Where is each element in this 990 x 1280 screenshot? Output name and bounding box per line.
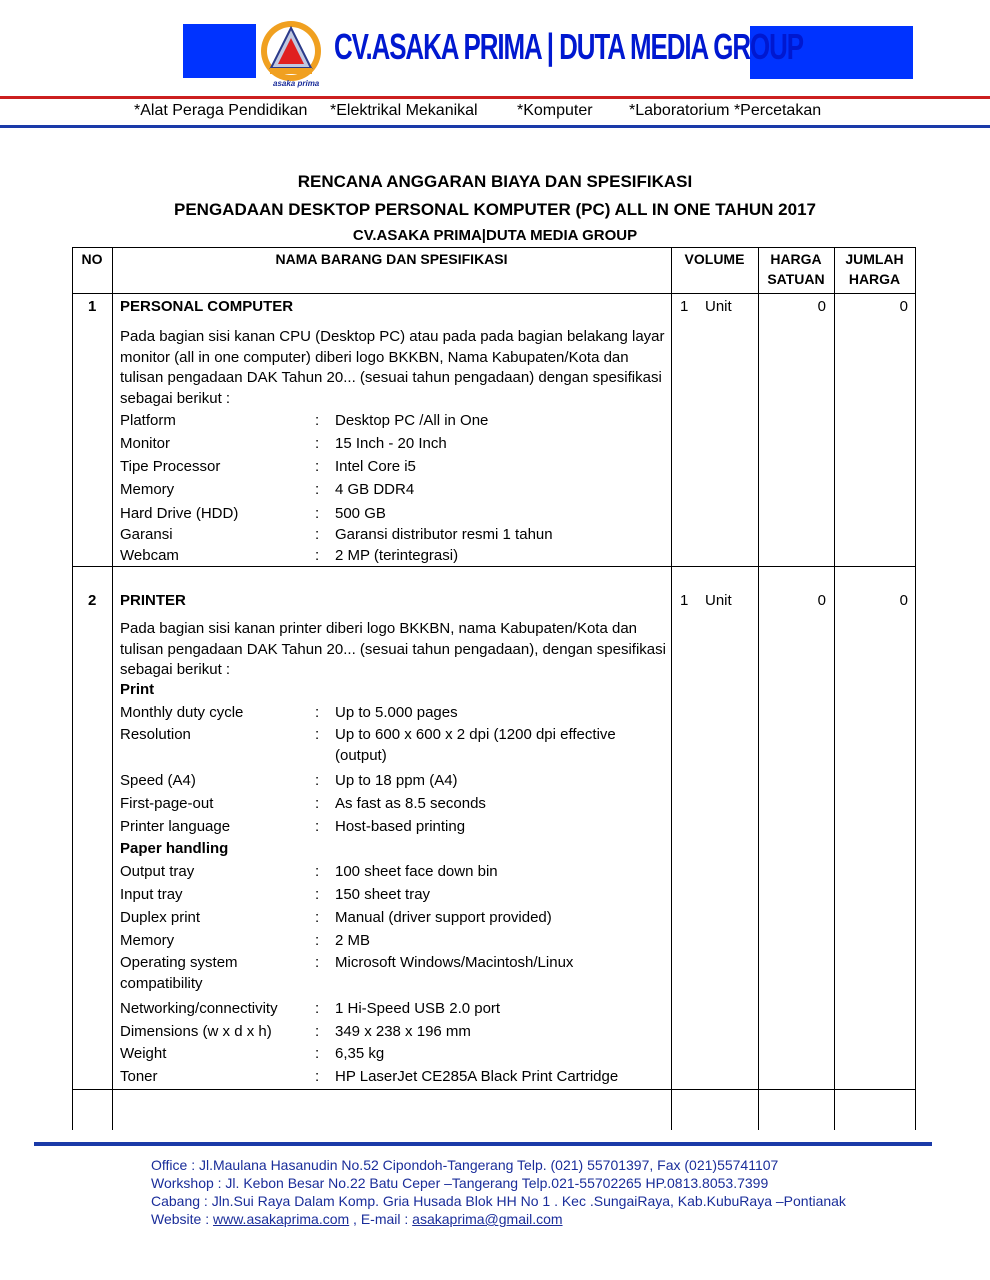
item1-name: PERSONAL COMPUTER (120, 298, 294, 315)
header-harga: HARGA (770, 251, 822, 267)
spec-value: 2 MP (terintegrasi) (335, 547, 459, 564)
spec-colon: : (315, 1045, 320, 1062)
spec-colon: : (315, 772, 320, 789)
tagline-alat-peraga: *Alat Peraga Pendidikan (134, 102, 308, 119)
spec-label: Toner (120, 1068, 158, 1085)
item2-name: PRINTER (120, 592, 186, 609)
spec-value: 500 GB (335, 505, 386, 522)
spec-label: Tipe Processor (120, 458, 221, 475)
spec-label: Input tray (120, 886, 183, 903)
header-jumlah-harga: HARGA (848, 271, 901, 287)
spec-label: Webcam (120, 547, 179, 564)
spec-value: Up to 600 x 600 x 2 dpi (1200 dpi effective (335, 726, 616, 743)
spec-colon: : (315, 909, 320, 926)
spec-label: Monitor (120, 435, 171, 452)
table-col-line-no (112, 247, 113, 1130)
table-col-line-right (915, 247, 916, 1130)
spec-label: Output tray (120, 863, 195, 880)
spec-value: Up to 5.000 pages (335, 704, 458, 721)
spec-colon: : (315, 932, 320, 949)
header-satuan: SATUAN (767, 271, 825, 287)
spec-value: 150 sheet tray (335, 886, 431, 903)
spec-colon: : (315, 435, 320, 452)
spec-value: Manual (driver support provided) (335, 909, 552, 926)
item2-no: 2 (88, 592, 97, 609)
document-title-line1: RENCANA ANGGARAN BIAYA DAN SPESIFIKASI (297, 172, 693, 191)
header-red-line (0, 96, 990, 99)
section-heading-paper-handling: Paper handling (120, 840, 229, 857)
spec-label: Operating system (120, 954, 238, 971)
spec-value: HP LaserJet CE285A Black Print Cartridge (335, 1068, 619, 1085)
spec-colon: : (315, 458, 320, 475)
spec-value: As fast as 8.5 seconds (335, 795, 486, 812)
footer-office: Office : Jl.Maulana Hasanudin No.52 Cipondoh-Tangerang Telp. (021) 55701397, Fax (021)55741107 (151, 1157, 779, 1173)
spec-label: Resolution (120, 726, 191, 743)
spec-colon: : (315, 704, 320, 721)
spec-value: 6,35 kg (335, 1045, 385, 1062)
footer-contact (151, 1210, 563, 1228)
table-col-line-harga (834, 247, 835, 1130)
header-blue-block-left (183, 24, 256, 78)
table-row1-bottom (72, 566, 916, 567)
spec-label: Memory (120, 481, 175, 498)
item1-qty: 1 (680, 298, 689, 315)
spec-colon: : (315, 412, 320, 429)
spec-label: First-page-out (120, 795, 214, 812)
spec-value: 1 Hi-Speed USB 2.0 port (335, 1000, 501, 1017)
spec-colon: : (315, 526, 320, 543)
header-jumlah: JUMLAH (845, 251, 904, 267)
footer-website-link[interactable]: www.asakaprima.com (213, 1211, 350, 1227)
spec-colon: : (315, 1000, 320, 1017)
spec-colon: : (315, 886, 320, 903)
spec-value: Host-based printing (335, 818, 466, 835)
spec-label: Hard Drive (HDD) (120, 505, 239, 522)
item1-jumlah: 0 (899, 298, 908, 315)
header-no: NO (81, 251, 103, 267)
section-heading-print: Print (120, 681, 155, 698)
spec-colon: : (315, 954, 320, 971)
spec-label: Networking/connectivity (120, 1000, 278, 1017)
footer-divider (34, 1142, 932, 1146)
item1-description: Pada bagian sisi kanan CPU (Desktop PC) atau pada pada bagian belakang layar monitor (all in one computer) diberi logo BKKBN, Nama Kabupaten/Kota dan tulisan pengadaan DAK Tahun 20... (sesuai tahun pengadaan) dengan spesifikasi sebagai berikut : (120, 328, 665, 407)
item1-harga: 0 (817, 298, 826, 315)
tagline-elektrikal: *Elektrikal Mekanikal (330, 102, 478, 119)
header-blue-line (0, 125, 990, 128)
spec-value: Desktop PC /All in One (335, 412, 489, 429)
spec-label: Speed (A4) (120, 772, 196, 789)
table-col-line-nama (671, 247, 672, 1130)
spec-label-continued: compatibility (120, 975, 203, 992)
item1-no: 1 (88, 298, 97, 315)
spec-colon: : (315, 1023, 320, 1040)
header-nama: NAMA BARANG DAN SPESIFIKASI (275, 251, 508, 267)
company-brand-name: CV.ASAKA PRIMA | DUTA MEDIA GROUP (334, 26, 803, 67)
spec-value: Microsoft Windows/Macintosh/Linux (335, 954, 574, 971)
footer-email-label: , E-mail : (349, 1211, 413, 1227)
item2-harga: 0 (817, 592, 826, 609)
spec-label: Monthly duty cycle (120, 704, 244, 721)
table-header-bottom (72, 293, 916, 294)
header-volume: VOLUME (684, 251, 745, 267)
table-col-line-left (72, 247, 73, 1130)
document-title-company: CV.ASAKA PRIMA|DUTA MEDIA GROUP (352, 227, 638, 244)
spec-colon: : (315, 795, 320, 812)
logo-caption: asaka prima (273, 79, 320, 88)
spec-label: Garansi (120, 526, 173, 543)
spec-value: Garansi distributor resmi 1 tahun (335, 526, 553, 543)
footer-workshop: Workshop : Jl. Kebon Besar No.22 Batu Ceper –Tangerang Telp.021-55702265 HP.0813.8053.7399 (151, 1175, 769, 1191)
item2-description: Pada bagian sisi kanan printer diberi logo BKKBN, nama Kabupaten/Kota dan tulisan pengadaan DAK Tahun 20... (sesuai tahun pengadaan), dengan spesifikasi sebagai berikut : (120, 620, 666, 678)
table-border-top (72, 247, 916, 248)
item1-unit: Unit (705, 298, 732, 315)
spec-label: Printer language (120, 818, 231, 835)
spec-colon: : (315, 505, 320, 522)
spec-value: 15 Inch - 20 Inch (335, 435, 447, 452)
footer-website-label: Website : (151, 1211, 213, 1227)
spec-colon: : (315, 818, 320, 835)
spec-label: Duplex print (120, 909, 201, 926)
spec-value: Intel Core i5 (335, 458, 416, 475)
item2-unit: Unit (705, 592, 732, 609)
spec-colon: : (315, 481, 320, 498)
spec-colon: : (315, 863, 320, 880)
spec-label: Memory (120, 932, 175, 949)
item2-qty: 1 (680, 592, 689, 609)
spec-value-continued: (output) (335, 747, 387, 764)
tagline-komputer: *Komputer (517, 102, 593, 119)
spec-label: Platform (120, 412, 176, 429)
spec-value: 100 sheet face down bin (335, 863, 498, 880)
spec-label: Dimensions (w x d x h) (120, 1023, 272, 1040)
spec-colon: : (315, 547, 320, 564)
tagline-laboratorium: *Laboratorium *Percetakan (629, 102, 822, 119)
footer-email-link[interactable]: asakaprima@gmail.com (412, 1211, 563, 1227)
spec-colon: : (315, 1068, 320, 1085)
spec-value: 2 MB (335, 932, 371, 949)
spec-colon: : (315, 726, 320, 743)
spec-value: Up to 18 ppm (A4) (335, 772, 458, 789)
table-col-line-volume (758, 247, 759, 1130)
spec-value: 4 GB DDR4 (335, 481, 415, 498)
footer-cabang: Cabang : Jln.Sui Raya Dalam Komp. Gria Husada Blok HH No 1 . Kec .SungaiRaya, Kab.KubuRaya –Pontianak (151, 1193, 846, 1209)
item2-jumlah: 0 (899, 592, 908, 609)
spec-label: Weight (120, 1045, 167, 1062)
table-row2-bottom (72, 1089, 916, 1090)
spec-value: 349 x 238 x 196 mm (335, 1023, 471, 1040)
document-title-line2: PENGADAAN DESKTOP PERSONAL KOMPUTER (PC) ALL IN ONE TAHUN 2017 (174, 200, 816, 219)
